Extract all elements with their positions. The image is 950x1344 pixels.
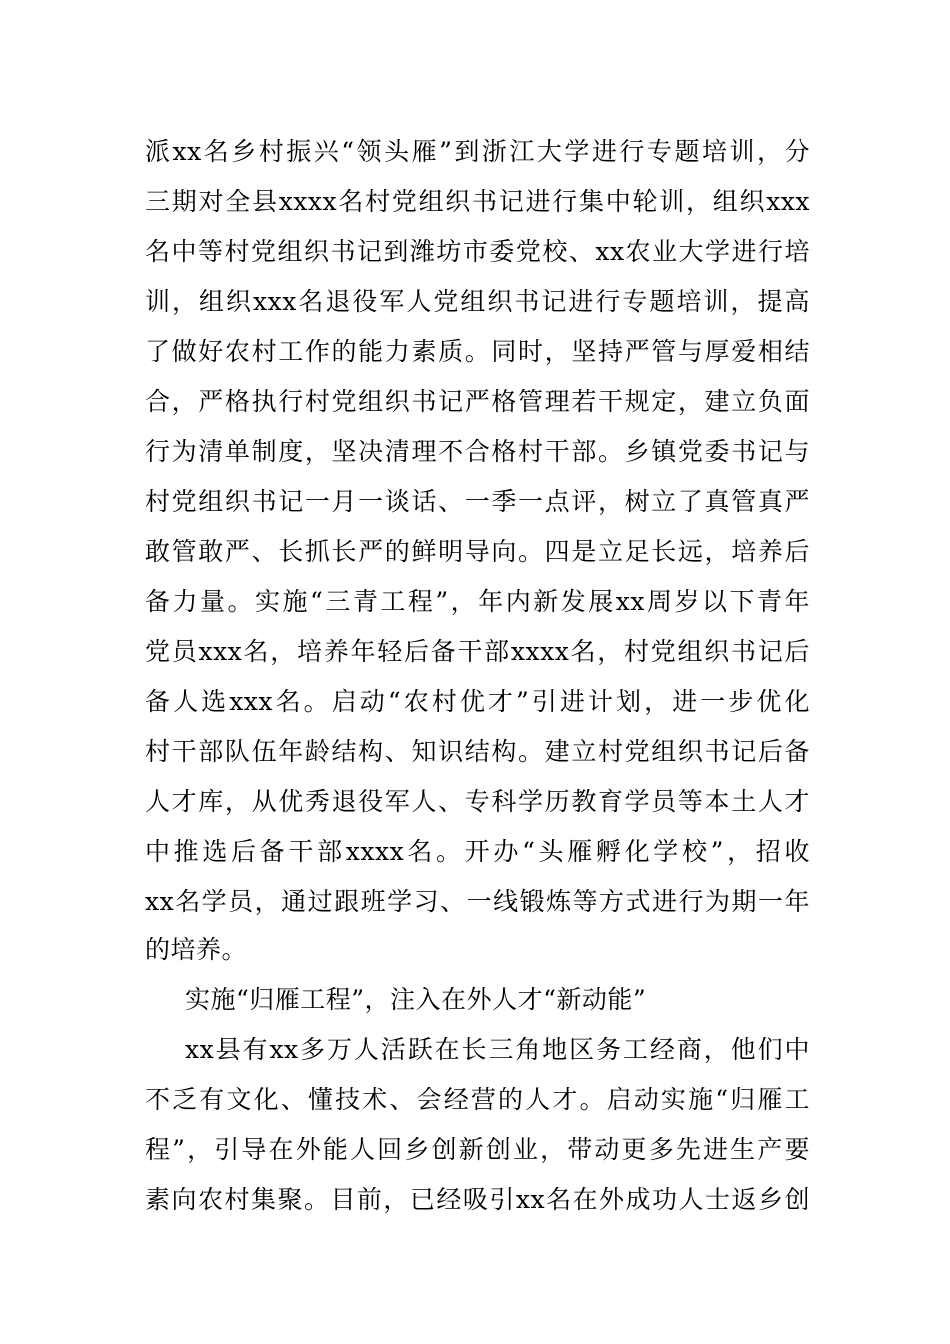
paragraph-line: xx名学员，通过跟班学习、一线锻炼等方式进行为期一年 [145, 887, 810, 916]
paragraph-line: 敢管敢严、长抓长严的鲜明导向。四是立足长远，培养后 [145, 537, 810, 566]
paragraph-line: 行为清单制度，坚决清理不合格村干部。乡镇党委书记与 [145, 437, 810, 466]
paragraph-line: 村干部队伍年龄结构、知识结构。建立村党组织书记后备 [145, 737, 810, 766]
paragraph-line: 中推选后备干部xxxx名。开办“头雁孵化学校”，招收 [145, 837, 810, 866]
paragraph-line: 派xx名乡村振兴“领头雁”到浙江大学进行专题培训，分 [145, 137, 810, 166]
paragraph-line: 名中等村党组织书记到潍坊市委党校、xx农业大学进行培 [145, 237, 810, 266]
paragraph-line: 三期对全县xxxx名村党组织书记进行集中轮训，组织xxx [145, 187, 810, 216]
paragraph-line: 程”，引导在外能人回乡创新创业，带动更多先进生产要 [145, 1135, 810, 1164]
paragraph-line: 村党组织书记一月一谈话、一季一点评，树立了真管真严 [145, 487, 810, 516]
paragraph-line: 备力量。实施“三青工程”，年内新发展xx周岁以下青年 [145, 587, 810, 616]
paragraph-line: 训，组织xxx名退役军人党组织书记进行专题培训，提高 [145, 287, 810, 316]
paragraph-line: 了做好农村工作的能力素质。同时，坚持严管与厚爱相结 [145, 337, 810, 366]
paragraph-line: xx县有xx多万人活跃在长三角地区务工经商，他们中 [185, 1035, 810, 1064]
paragraph-line: 素向农村集聚。目前，已经吸引xx名在外成功人士返乡创 [145, 1185, 810, 1214]
paragraph-line: 党员xxx名，培养年轻后备干部xxxx名，村党组织书记后 [145, 637, 810, 666]
paragraph-line: 合，严格执行村党组织书记严格管理若干规定，建立负面 [145, 387, 810, 416]
paragraph-line: 的培养。 [145, 935, 248, 964]
paragraph-line: 不乏有文化、懂技术、会经营的人才。启动实施“归雁工 [145, 1085, 810, 1114]
section-heading: 实施“归雁工程”，注入在外人才“新动能” [185, 985, 647, 1014]
paragraph-line: 备人选xxx名。启动“农村优才”引进计划，进一步优化 [145, 687, 810, 716]
paragraph-line: 人才库，从优秀退役军人、专科学历教育学员等本土人才 [145, 787, 810, 816]
